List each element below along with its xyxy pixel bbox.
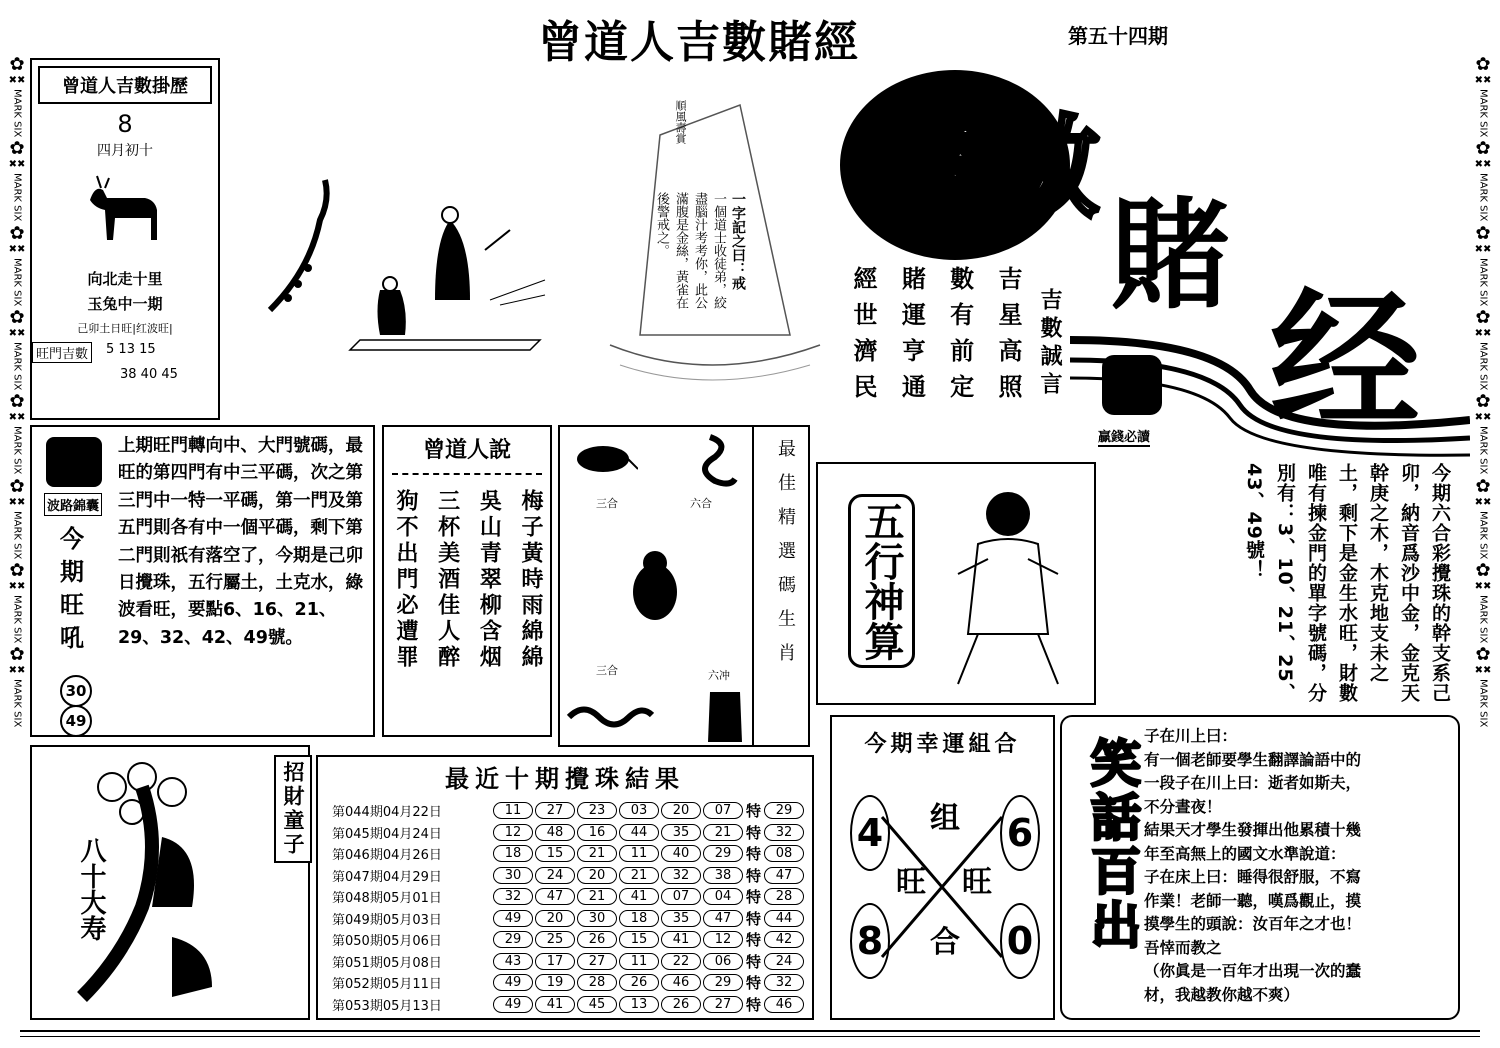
flower-icon: ✿ (1475, 644, 1491, 666)
title-char-3: 賭 (1110, 185, 1230, 326)
special-label: 特 (746, 888, 762, 907)
saying-col: 吳山青翠柳含烟 (476, 489, 502, 671)
flower-icon: ✿ (1475, 559, 1491, 581)
results-number: 23 (577, 802, 617, 819)
five-elements-title: 五行神算 (848, 494, 915, 668)
results-table (332, 800, 812, 1015)
results-number: 04 (703, 888, 743, 905)
results-number: 07 (661, 888, 701, 905)
lucky-numbers-2: 38 40 45 (120, 367, 178, 382)
special-number: 24 (764, 953, 804, 970)
poem-col: 數有前定 (945, 266, 974, 410)
five-elements-text: 今期六合彩攪珠的幹支系己卯，納音爲沙中金，金克天幹庚之木，木克地支未之土，剩下是金生水旺，財數唯有揀金門的單字號碼，分別有：3、10、21、25、43、49號！ (1243, 463, 1451, 703)
results-row (332, 865, 812, 887)
mark-six-label: MARK SIX (1477, 257, 1489, 306)
results-number: 12 (493, 824, 533, 841)
results-row-label: 第049期05月03日 (332, 912, 442, 928)
saying-col: 三杯美酒佳人醉 (434, 489, 460, 671)
results-number: 26 (661, 996, 701, 1013)
flower-icon: ✿ (1475, 222, 1491, 244)
calendar-lunar: 四月初十 (97, 143, 153, 159)
snake-icon (680, 429, 740, 489)
title-char-1: 吉 (870, 103, 980, 232)
flower-icon: ✿ (9, 475, 25, 497)
mark-six-label: MARK SIX (11, 89, 23, 138)
results-number: 20 (661, 802, 701, 819)
joke-line: 材，我越教你越不爽） (1144, 985, 1300, 1004)
joke-line: 摸學生的頭說：汝百年之才也！ (1144, 915, 1362, 933)
results-number: 48 (535, 824, 575, 841)
results-number: 41 (619, 888, 659, 905)
title-char-4: 经 (1270, 273, 1421, 449)
zodiac-side: 最佳精選碼生肖 (775, 439, 796, 677)
deity-illustration (918, 474, 1093, 699)
calendar-day: 8 (117, 110, 133, 138)
special-number: 47 (764, 867, 804, 884)
results-number: 27 (535, 802, 575, 819)
results-number: 49 (493, 974, 533, 991)
goat-illustration (75, 170, 175, 250)
cross-mark: ✖✖ (8, 243, 26, 255)
wave-badge: 波路錦囊 (44, 493, 102, 516)
mark-six-label: MARK SIX (11, 257, 23, 306)
poem-col: 吉星高照 (993, 266, 1022, 410)
results-row-label: 第045期04月24日 (332, 826, 442, 842)
zodiac-label-2: 六合 (690, 497, 712, 510)
special-label: 特 (746, 931, 762, 950)
flower-icon: ✿ (9, 138, 25, 160)
title-badge: 贏錢必讀 (1098, 426, 1150, 447)
results-number: 15 (535, 845, 575, 862)
results-number: 32 (661, 867, 701, 884)
results-number: 40 (661, 845, 701, 862)
results-number: 26 (577, 931, 617, 948)
results-number: 03 (619, 802, 659, 819)
results-number: 20 (535, 910, 575, 927)
results-row (332, 843, 812, 865)
flower-icon: ✿ (9, 644, 25, 666)
mark-six-label: MARK SIX (1477, 341, 1489, 391)
results-row (332, 822, 812, 844)
wave-num-2: 49 (60, 705, 92, 737)
lucky-label: 旺門吉數 (32, 342, 92, 363)
results-number: 49 (493, 910, 533, 927)
combo-number-3: 8 (850, 903, 890, 979)
mark-six-label: MARK SIX (11, 594, 23, 644)
page-title: 曾道人吉數賭經 (538, 17, 860, 68)
results-number: 35 (661, 824, 701, 841)
special-number: 28 (764, 888, 804, 905)
fortune-char: 十 (76, 863, 106, 889)
zodiac-label-4: 六冲 (708, 669, 730, 682)
wave-big-2: 期 (60, 558, 84, 586)
fortune-text (76, 837, 106, 941)
special-number: 46 (764, 996, 804, 1013)
results-number: 30 (493, 867, 533, 884)
fortune-badge: 招財童子 (274, 755, 312, 863)
results-number: 29 (703, 974, 743, 991)
zodiac-label-1: 三合 (596, 497, 618, 510)
wave-box (30, 425, 375, 737)
combo-number-1: 4 (850, 795, 890, 871)
results-number: 16 (577, 824, 617, 841)
saying-col: 狗不出門必遭罪 (393, 489, 418, 671)
fortune-tree-illustration (42, 757, 262, 1012)
calendar-title: 曾道人吉數掛歷 (38, 66, 212, 104)
flower-icon: ✿ (9, 306, 25, 328)
results-row (332, 972, 812, 994)
cross-mark: ✖✖ (1474, 243, 1492, 255)
flower-icon: ✿ (9, 391, 25, 413)
fortune-box (30, 745, 310, 1020)
results-number: 25 (535, 931, 575, 948)
joke-text (1144, 725, 1460, 1007)
wave-big-1: 今 (60, 525, 84, 553)
fortune-char: 大 (76, 889, 106, 915)
cross-mark: ✖✖ (8, 580, 26, 592)
wave-num-1: 30 (60, 675, 92, 707)
lucky-combo-title: 今期幸運組合 (864, 732, 1021, 757)
joke-line: 作業！老師一聽，嘆爲觀止，摸 (1144, 891, 1362, 910)
results-box (316, 755, 814, 1020)
results-number: 22 (661, 953, 701, 970)
results-row (332, 929, 812, 951)
combo-word-left: 旺 (896, 865, 926, 900)
five-elements-box (816, 462, 1096, 705)
results-number: 30 (577, 910, 617, 927)
lucky-combo-box (830, 715, 1055, 1020)
flower-icon: ✿ (1475, 138, 1491, 160)
special-label: 特 (746, 845, 762, 864)
results-row-label: 第050期05月06日 (332, 934, 442, 950)
zodiac-box (558, 425, 810, 747)
flower-icon: ✿ (9, 55, 25, 75)
special-label: 特 (746, 995, 762, 1014)
special-label: 特 (746, 909, 762, 928)
cross-mark: ✖✖ (1474, 75, 1492, 86)
mark-six-label: MARK SIX (1477, 510, 1489, 559)
results-number: 17 (535, 953, 575, 970)
title-char-2: 數 (990, 103, 1100, 232)
right-side-strip (1470, 55, 1496, 1015)
results-number: 49 (493, 996, 533, 1013)
cross-mark: ✖✖ (1474, 580, 1492, 592)
mark-six-label: MARK SIX (1477, 426, 1489, 475)
results-number: 07 (703, 802, 743, 819)
special-label: 特 (746, 802, 762, 821)
special-label: 特 (746, 823, 762, 842)
results-row (332, 951, 812, 973)
results-number: 24 (535, 867, 575, 884)
special-number: 08 (764, 845, 804, 862)
results-number: 47 (535, 888, 575, 905)
results-number: 29 (703, 845, 743, 862)
cross-mark: ✖✖ (8, 159, 26, 171)
special-label: 特 (746, 974, 762, 993)
results-number: 46 (661, 974, 701, 991)
saying-title: 曾道人說 (422, 438, 511, 463)
results-row-label: 第051期05月08日 (332, 955, 442, 971)
wave-text: 上期旺門轉向中、大門號碼，最旺的第四門有中三平碼，次之第三門中一特一平碼，第一門及第五門則各有中一個平碼，剩下第二門則祇有落空了，今期是己卯日攪珠，五行屬土，土克水，綠波看旺，要點6、16、21、29、32、42、49號。 (118, 436, 363, 648)
results-row-label: 第053期05月13日 (332, 998, 442, 1014)
results-number: 21 (577, 888, 617, 905)
flower-icon: ✿ (1475, 55, 1491, 75)
wave-big-3: 旺 (60, 591, 84, 619)
sail-flag: 順風壽賞 (674, 100, 687, 144)
special-number: 32 (764, 974, 804, 991)
monkey-icon (620, 547, 690, 627)
issue-number: 第五十四期 (1068, 24, 1168, 48)
joke-line: 子在床上曰：睡得很舒服，不寫 (1144, 868, 1362, 886)
results-row-label: 第044期04月22日 (332, 805, 442, 821)
results-number: 27 (703, 996, 743, 1013)
poem-columns (846, 266, 1026, 446)
results-number: 11 (493, 802, 533, 819)
results-number: 18 (619, 910, 659, 927)
results-number: 43 (493, 953, 533, 970)
results-number: 32 (493, 888, 533, 905)
cross-mark: ✖✖ (1474, 496, 1492, 508)
special-number: 32 (764, 824, 804, 841)
saying-col: 梅子黃時雨綿綿 (517, 489, 543, 671)
joke-line: 一段子在川上曰：逝者如斯夫， (1144, 774, 1362, 792)
results-row-label: 第047期04月29日 (332, 869, 442, 885)
joke-line: 不分晝夜！ (1144, 797, 1222, 816)
mark-six-label: MARK SIX (11, 510, 23, 559)
mark-six-label: MARK SIX (11, 426, 23, 475)
combo-word-bottom: 合 (930, 925, 960, 960)
flower-icon: ✿ (1475, 306, 1491, 328)
cross-mark: ✖✖ (8, 496, 26, 508)
sage-illustration (250, 160, 550, 390)
mark-six-label: MARK SIX (11, 173, 23, 222)
calendar-verse-1: 向北走十里 (87, 270, 163, 288)
results-number: 28 (577, 974, 617, 991)
special-label: 特 (746, 866, 762, 885)
results-number: 12 (703, 931, 743, 948)
joke-line: 有一個老師要學生翻譯論語中的 (1144, 750, 1362, 769)
results-number: 21 (703, 824, 743, 841)
sail-poem: 一個道士收徒弟，絞盡腦汁考考你，此公滿腹是金絲，黃雀在後警戒之。 (654, 192, 726, 309)
results-row-label: 第052期05月11日 (332, 977, 442, 993)
cross-mark: ✖✖ (8, 75, 26, 86)
sail-heading: 一字記之曰：戒 (730, 192, 746, 290)
calendar-box (30, 58, 220, 420)
results-title: 最近十期攪珠結果 (445, 765, 685, 793)
mark-six-label: MARK SIX (1477, 173, 1489, 222)
results-row-label: 第048期05月01日 (332, 891, 442, 907)
saying-box (382, 425, 552, 737)
combo-word-right: 旺 (962, 865, 992, 900)
flower-icon: ✿ (9, 559, 25, 581)
results-number: 26 (619, 974, 659, 991)
rat-icon (568, 437, 638, 477)
cross-mark: ✖✖ (1474, 159, 1492, 171)
calendar-day-info: 己卯土日旺|红波旺| (77, 322, 173, 335)
bottom-rule (20, 1030, 1480, 1032)
joke-line: （你眞是一百年才出現一次的蠢 (1144, 962, 1362, 980)
calendar-verse-2: 玉兔中一期 (87, 295, 163, 313)
results-row (332, 908, 812, 930)
cross-mark: ✖✖ (1474, 412, 1492, 424)
results-number: 21 (619, 867, 659, 884)
results-number: 21 (577, 845, 617, 862)
special-number: 44 (764, 910, 804, 927)
dragon-icon (564, 697, 654, 737)
combo-number-2: 6 (1000, 795, 1040, 871)
wave-icon (46, 437, 102, 487)
poem-col: 賭運亨通 (897, 266, 926, 410)
fortune-char: 八 (76, 837, 106, 863)
results-number: 38 (703, 867, 743, 884)
results-number: 47 (703, 910, 743, 927)
mark-six-label: MARK SIX (1477, 594, 1489, 644)
joke-line: 子在川上曰： (1144, 727, 1238, 745)
left-side-strip (4, 55, 30, 1015)
results-number: 27 (577, 953, 617, 970)
results-number: 18 (493, 845, 533, 862)
results-number: 19 (535, 974, 575, 991)
special-number: 42 (764, 931, 804, 948)
combo-word-top: 组 (930, 801, 960, 836)
results-number: 13 (619, 996, 659, 1013)
joke-line: 年至高無上的國文水準說道： (1144, 844, 1346, 863)
joke-title: 笑話百出 (1083, 737, 1141, 953)
flower-icon: ✿ (1475, 391, 1491, 413)
results-number: 35 (661, 910, 701, 927)
results-number: 06 (703, 953, 743, 970)
combo-number-4: 0 (1000, 903, 1040, 979)
results-row (332, 800, 812, 822)
cross-mark: ✖✖ (8, 665, 26, 677)
joke-box (1060, 715, 1460, 1020)
results-row (332, 886, 812, 908)
special-number: 29 (764, 802, 804, 819)
mark-six-label: MARK SIX (1477, 679, 1489, 728)
joke-line: 結果天才學生發揮出他累積十幾 (1144, 821, 1362, 839)
money-bag-icon (1102, 355, 1162, 415)
mark-six-label: MARK SIX (11, 679, 23, 728)
joke-line: 吾悻而教之 (1144, 938, 1222, 957)
zodiac-label-3: 三合 (596, 664, 618, 677)
results-number: 44 (619, 824, 659, 841)
results-number: 41 (661, 931, 701, 948)
results-number: 45 (577, 996, 617, 1013)
results-number: 11 (619, 845, 659, 862)
bottom-rule (20, 1036, 1480, 1037)
flower-icon: ✿ (1475, 475, 1491, 497)
cross-mark: ✖✖ (8, 412, 26, 424)
results-row (332, 994, 812, 1016)
lucky-numbers-1: 5 13 15 (106, 342, 156, 357)
results-number: 29 (493, 931, 533, 948)
results-number: 20 (577, 867, 617, 884)
results-row-label: 第046期04月26日 (332, 848, 442, 864)
results-number: 41 (535, 996, 575, 1013)
poem-col: 經世濟民 (849, 266, 877, 410)
special-label: 特 (746, 952, 762, 971)
cross-mark: ✖✖ (1474, 327, 1492, 339)
cross-mark: ✖✖ (1474, 665, 1492, 677)
mark-six-label: MARK SIX (11, 341, 23, 391)
flower-icon: ✿ (9, 222, 25, 244)
results-number: 15 (619, 931, 659, 948)
results-number: 11 (619, 953, 659, 970)
tiger-icon (700, 682, 750, 747)
wave-big-4: 吼 (60, 624, 84, 652)
fortune-char: 寿 (76, 915, 106, 941)
poem-side-label: 吉數誠言 (1037, 288, 1062, 400)
cross-mark: ✖✖ (8, 327, 26, 339)
mark-six-label: MARK SIX (1477, 89, 1489, 138)
